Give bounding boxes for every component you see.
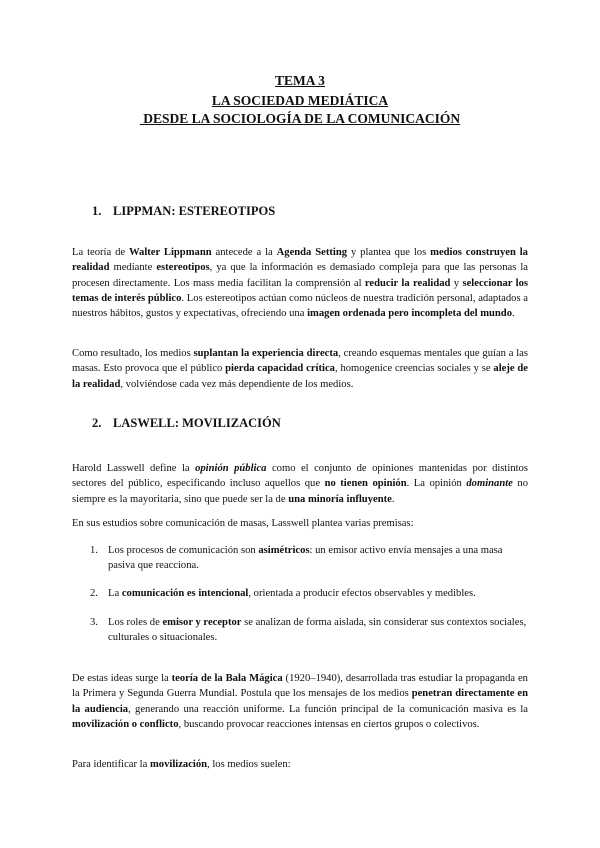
section-1-number: 1. (92, 204, 102, 218)
list-item-text: La comunicación es intencional, orientada a producir efectos observables y medibles. (108, 588, 476, 599)
list-item (90, 543, 530, 574)
section-2-paragraph-1: Harold Lasswell define la opinión pública como el conjunto de opiniones mantenidas por distintos sectores del público, especificando incluso aquellos que no tienen opinión. La opinión dominante no siempre es la mayoritaria, sino que puede ser la de una minoría influyente. (72, 463, 528, 505)
section-2-paragraph-2: En sus estudios sobre comunicación de masas, Lasswell plantea varias premisas: (72, 518, 414, 529)
bold-term: Agenda Setting (276, 247, 348, 258)
list-item (90, 586, 530, 601)
bold-term: emisor y receptor (162, 617, 242, 628)
bold-term: opinión pública (195, 463, 267, 474)
bold-term: comunicación es intencional (121, 588, 249, 599)
section-1-title: LIPPMAN: ESTEREOTIPOS (113, 204, 276, 218)
bold-term: no tienen opinión (324, 478, 407, 490)
bold-term: seleccionar los temas de interés público (72, 277, 528, 304)
document-title: LA SOCIEDAD MEDIÁTICA (211, 93, 389, 108)
bold-term: suplantan la experiencia directa (193, 348, 339, 359)
bold-term: movilización o conflicto (72, 718, 179, 730)
bold-term: imagen ordenada pero incompleta del mundo (307, 308, 513, 320)
list-item-number: 2. (90, 588, 98, 599)
bold-term: movilización (149, 759, 208, 770)
bold-term: dominante (466, 478, 513, 490)
bold-term: aleje de la realidad (72, 363, 528, 390)
section-2-heading (92, 416, 281, 431)
section-2-paragraph-4: Para identificar la movilización, los medios suelen: (72, 759, 291, 770)
list-item (90, 615, 530, 646)
section-1-paragraph-2: Como resultado, los medios suplantan la experiencia directa, creando esquemas mentales que guían a las masas. Esto provoca que el público pierda capacidad crítica, homogenice creencias sociales y se aleje de la realidad, volviéndose cada vez más dependiente de los medios. (72, 348, 528, 390)
document-subtitle: DESDE LA SOCIOLOGÍA DE LA COMUNICACIÓN (139, 111, 461, 126)
bold-term: una minoría influyente (288, 493, 392, 505)
list-item-text: Los procesos de comunicación son asimétricos: un emisor activo envía mensajes a una masa pasiva que reacciona. (108, 545, 503, 572)
bold-term: estereotipos (156, 262, 210, 274)
list-item-text: Los roles de emisor y receptor se analizan de forma aislada, sin considerar sus contextos sociales, culturales o situacionales. (108, 617, 527, 644)
bold-term: Walter Lippmann (129, 247, 212, 258)
section-1-paragraph-1: La teoría de Walter Lippmann antecede a la Agenda Setting y plantea que los medios construyen la realidad mediante estereotipos, ya que la información es demasiado compleja para que las personas la procesen directamente. Los mass media facilitan la comprensión al reducir la realidad y seleccionar los temas de interés público. Los estereotipos actúan como núcleos de nuestra tradición personal, adaptados a nuestros hábitos, gustos y expectativas, ofreciendo una imagen ordenada pero incompleta del mundo. (72, 247, 528, 320)
bold-term: pierda capacidad crítica (225, 363, 335, 375)
section-2-paragraph-3: De estas ideas surge la teoría de la Bala Mágica (1920–1940), desarrollada tras estudiar la propaganda en la Primera y Segunda Guerra Mundial. Postula que los mensajes de los medios penetran directamente en la audiencia, generando una reacción uniforme. La función principal de la comunicación masiva es la movilización o conflicto, buscando provocar reacciones intensas en ciertos grupos o colectivos. (72, 673, 528, 730)
section-1-heading (92, 204, 275, 219)
list-item-number: 1. (90, 545, 98, 556)
section-2-number: 2. (92, 416, 102, 430)
section-2-title: LASWELL: MOVILIZACIÓN (113, 416, 281, 430)
bold-term: teoría de la Bala Mágica (171, 673, 283, 684)
bold-term: medios construyen la realidad (72, 247, 528, 274)
topic-number: TEMA 3 (275, 73, 325, 88)
list-item-number: 3. (90, 617, 98, 628)
bold-term: penetran directamente en la audiencia (72, 688, 528, 715)
bold-term: asimétricos (258, 545, 310, 556)
bold-term: reducir la realidad (364, 277, 451, 289)
